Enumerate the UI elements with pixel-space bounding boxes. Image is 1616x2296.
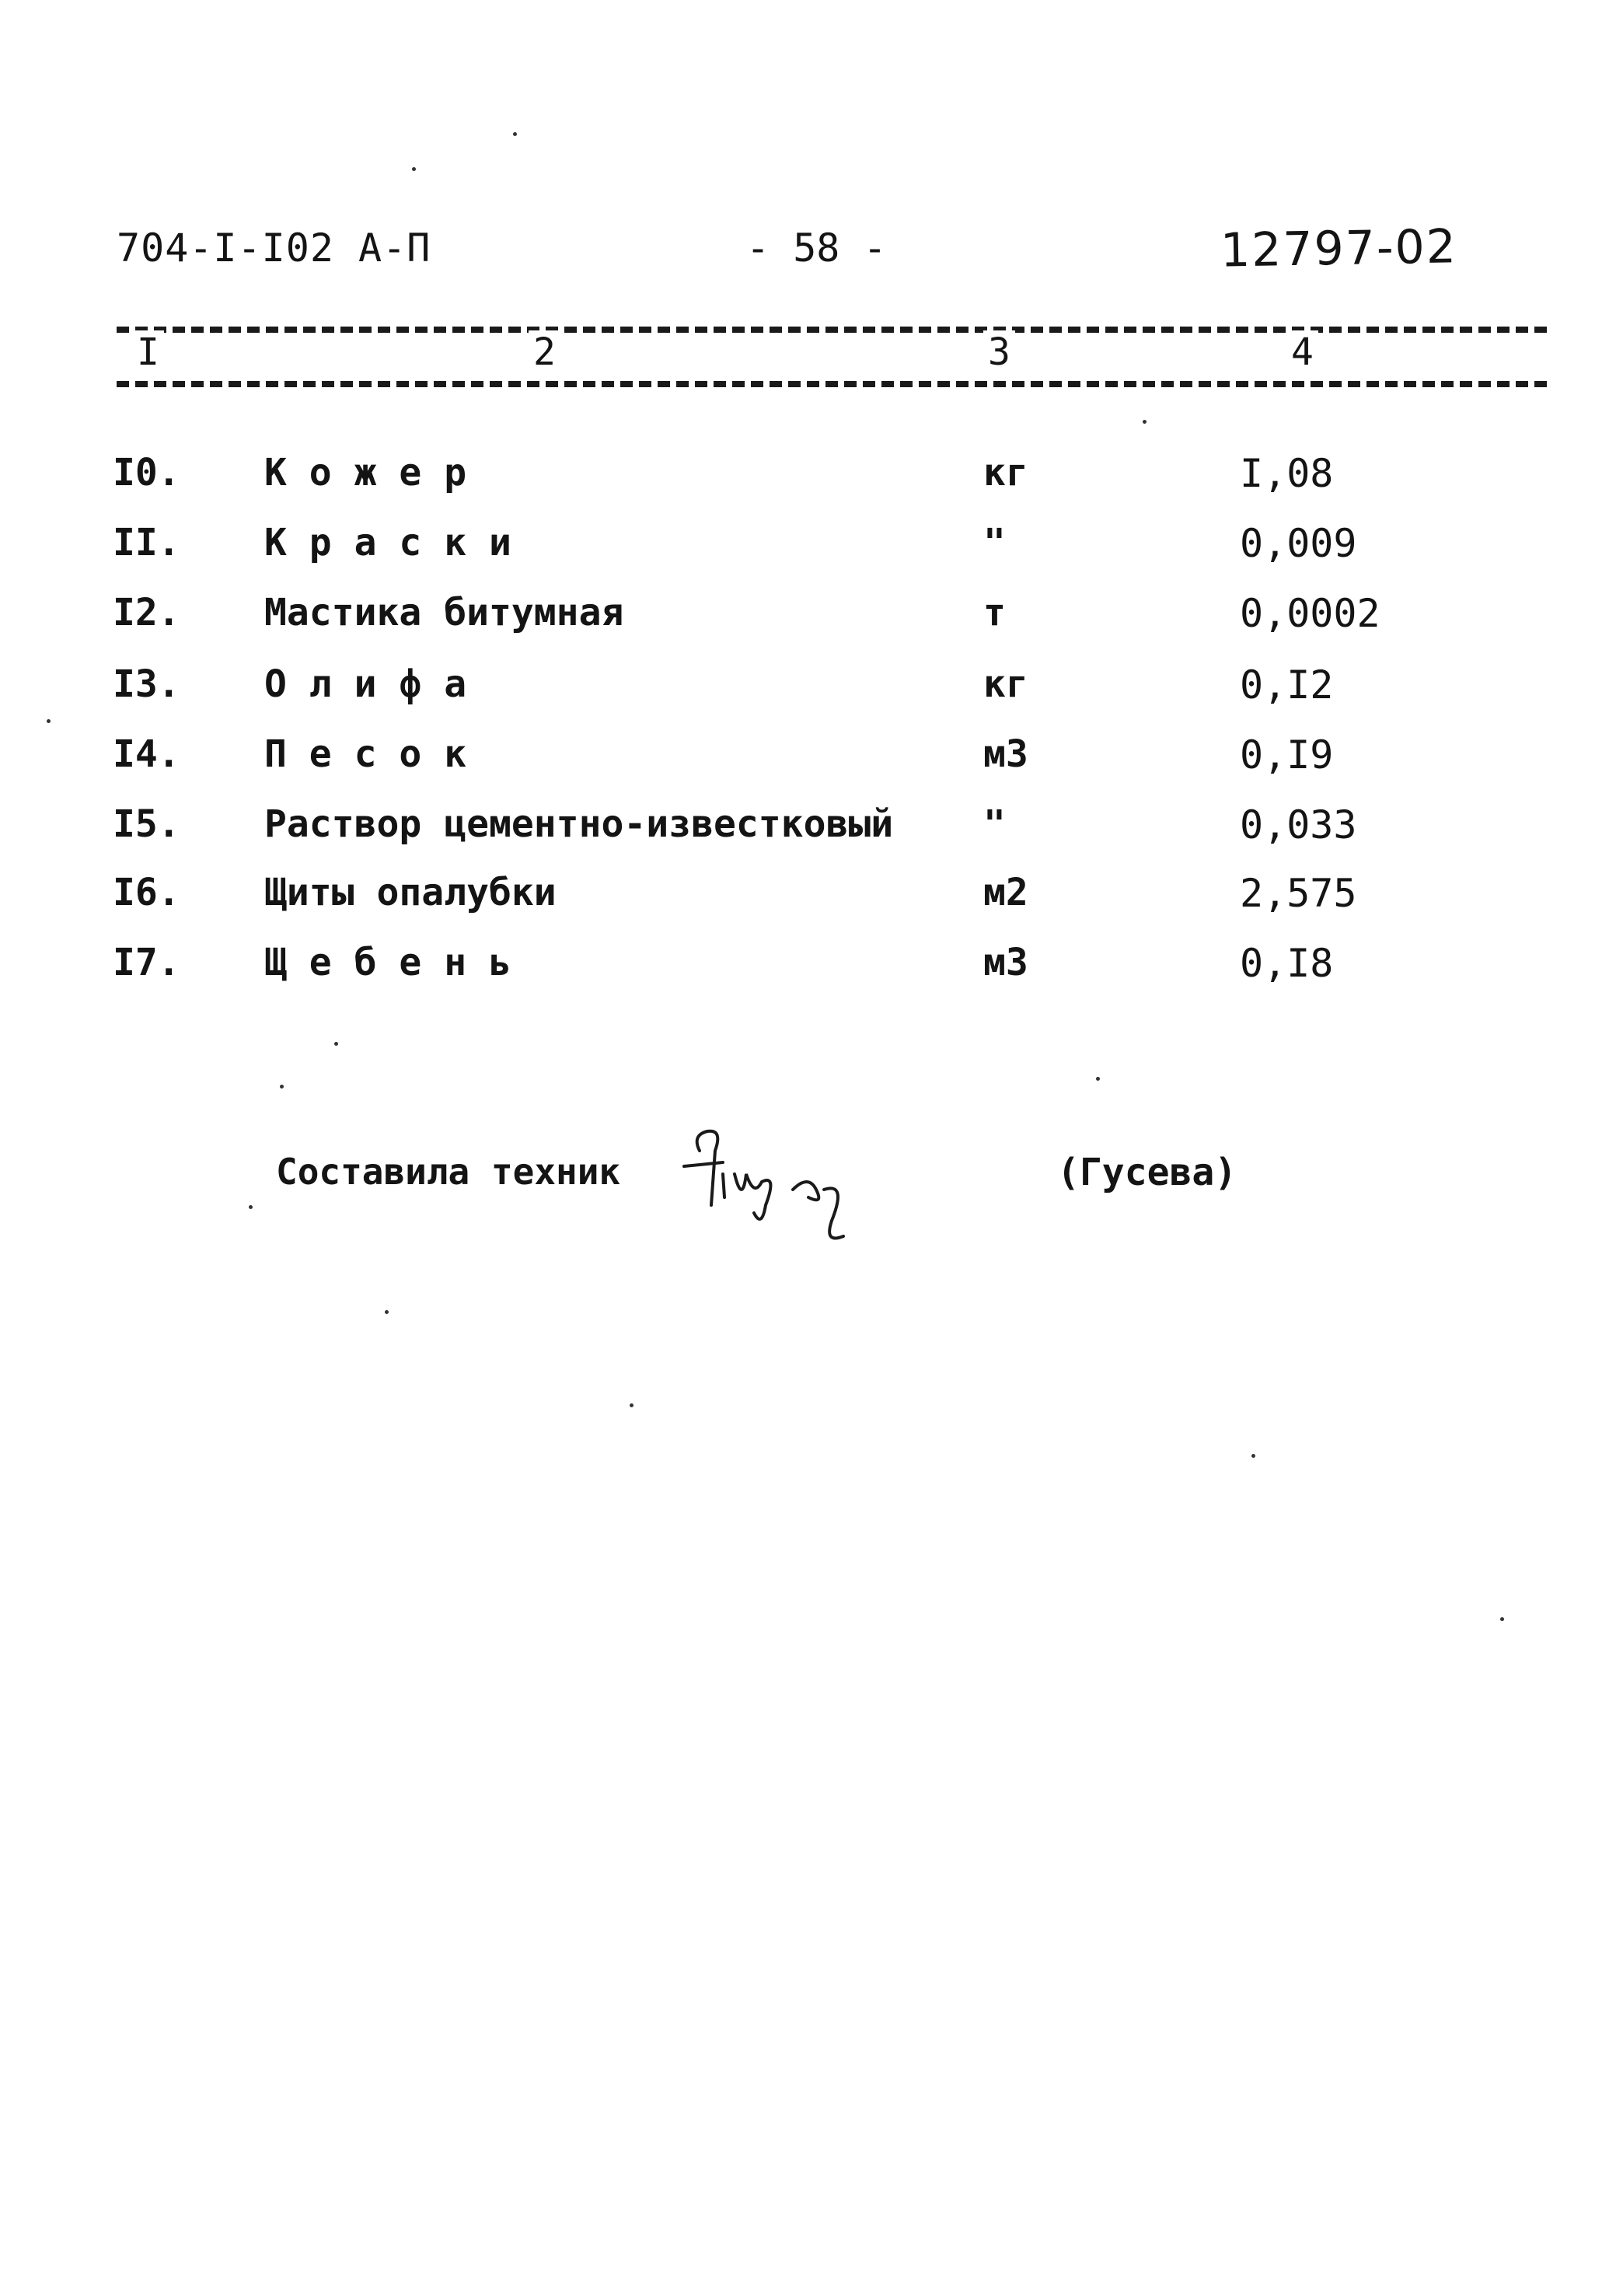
table-row	[0, 802, 1616, 865]
compiled-by-label: Составила техник	[276, 1151, 621, 1193]
scan-speck	[249, 1205, 253, 1209]
column-header-3: 3	[983, 330, 1015, 374]
quantity: 0,I8	[1240, 941, 1334, 986]
scan-speck	[1096, 1077, 1100, 1081]
table-row	[0, 871, 1616, 933]
column-header-4: 4	[1286, 330, 1318, 374]
unit: кг	[983, 662, 1028, 706]
scan-speck	[1500, 1617, 1504, 1621]
row-number: I0.	[113, 451, 180, 494]
material-name: П е с о к	[264, 732, 467, 776]
material-name: О л и ф а	[264, 662, 467, 706]
row-number: I2.	[113, 591, 180, 634]
scan-speck	[513, 132, 517, 136]
quantity: 0,I2	[1240, 662, 1334, 708]
quantity: 0,0002	[1240, 591, 1380, 636]
material-name: К о ж е р	[264, 451, 467, 494]
row-number: I3.	[113, 662, 180, 706]
material-name: К р а с к и	[264, 521, 511, 564]
table-row	[0, 521, 1616, 583]
inventory-number: 12797-02	[1220, 219, 1458, 278]
unit: кг	[983, 451, 1028, 494]
unit: "	[983, 802, 1006, 846]
quantity: 2,575	[1240, 871, 1357, 916]
material-name: Щ е б е н ь	[264, 941, 511, 984]
row-number: I4.	[113, 732, 180, 776]
row-number: I5.	[113, 802, 180, 846]
unit: м3	[983, 732, 1028, 776]
handwritten-signature	[668, 1120, 886, 1252]
material-name: Щиты опалубки	[264, 871, 557, 914]
row-number: II.	[113, 521, 180, 564]
table-row	[0, 451, 1616, 513]
scan-speck	[630, 1403, 633, 1407]
column-header-1: I	[132, 330, 164, 374]
unit: м2	[983, 871, 1028, 914]
scan-speck	[334, 1042, 338, 1046]
quantity: 0,033	[1240, 802, 1357, 847]
table-row	[0, 732, 1616, 795]
scan-speck	[412, 167, 416, 171]
page-number: - 58 -	[746, 225, 887, 271]
column-header-2: 2	[529, 330, 560, 374]
table-row	[0, 591, 1616, 653]
unit: т	[983, 591, 1006, 634]
quantity: I,08	[1240, 451, 1334, 496]
scan-speck	[280, 1085, 284, 1089]
material-name: Мастика битумная	[264, 591, 624, 634]
scan-speck	[47, 719, 51, 723]
table-rule-top	[117, 327, 1547, 333]
table-row	[0, 941, 1616, 1003]
row-number: I6.	[113, 871, 180, 914]
table-rule-bottom	[117, 381, 1547, 387]
scan-speck	[1143, 420, 1147, 424]
compiler-name: (Гусева)	[1057, 1151, 1237, 1194]
scan-speck	[1251, 1454, 1255, 1458]
unit: м3	[983, 941, 1028, 984]
quantity: 0,I9	[1240, 732, 1334, 778]
quantity: 0,009	[1240, 521, 1357, 566]
scan-speck	[385, 1310, 389, 1314]
row-number: I7.	[113, 941, 180, 984]
document-code: 704-I-I02 А-П	[117, 225, 431, 271]
table-row	[0, 662, 1616, 725]
unit: "	[983, 521, 1006, 564]
material-name: Раствор цементно-известковый	[264, 802, 894, 846]
